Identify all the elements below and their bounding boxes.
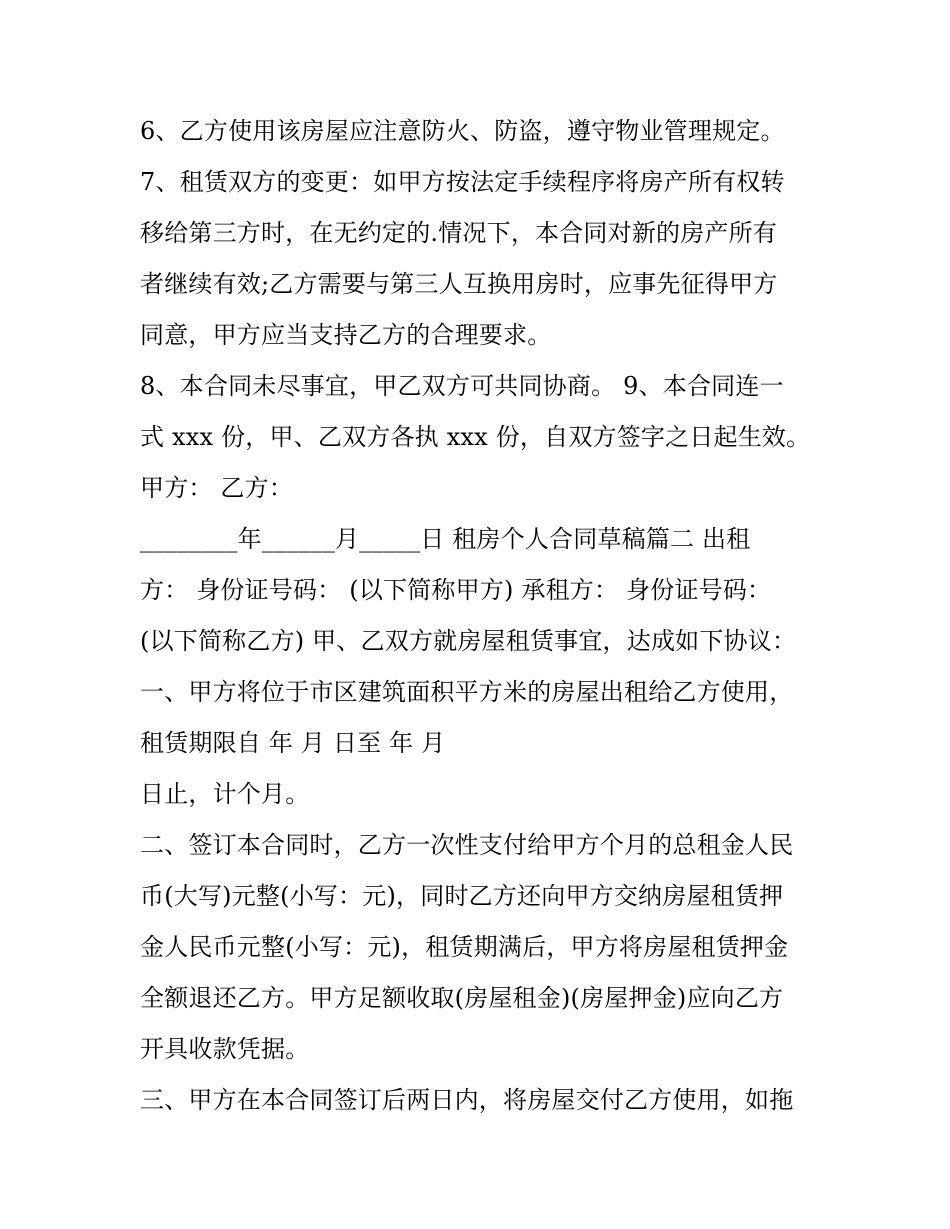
text-line: 币(大写)元整(小写：元)，同时乙方还向甲方交纳房屋租赁押: [140, 882, 784, 910]
text-line: 租赁期限自 年 月 日至 年 月: [140, 729, 446, 757]
text-line: 开具收款凭据。: [140, 1035, 310, 1063]
text-line: 三、甲方在本合同签订后两日内，将房屋交付乙方使用，如拖: [140, 1086, 794, 1114]
signature-line: 甲方： 乙方：: [140, 474, 294, 502]
text-line: 金人民币元整(小写：元)，租赁期满后，甲方将房屋租赁押金: [140, 933, 789, 961]
text-line: 二、签订本合同时，乙方一次性支付给甲方个月的总租金人民: [140, 831, 794, 859]
text-line: 式 xxx 份，甲、乙双方各执 xxx 份，自双方签字之日起生效。: [140, 423, 811, 451]
text-line: 方： 身份证号码： (以下简称甲方) 承租方： 身份证号码：: [140, 576, 772, 604]
text-line: 7、租赁双方的变更：如甲方按法定手续程序将房产所有权转: [140, 168, 785, 196]
text-line: 者继续有效;乙方需要与第三人互换用房时，应事先征得甲方: [140, 270, 778, 298]
text-line: 同意，甲方应当支持乙方的合理要求。: [140, 321, 552, 349]
date-line: ________年______月_____日 租房个人合同草稿篇二 出租: [140, 525, 751, 553]
text-line: 移给第三方时，在无约定的.情况下，本合同对新的房产所有: [140, 219, 778, 247]
text-line: 日止，计个月。: [140, 780, 310, 808]
text-line: 全额退还乙方。甲方足额收取(房屋租金)(房屋押金)应向乙方: [140, 984, 784, 1012]
text-line: 6、乙方使用该房屋应注意防火、防盗，遵守物业管理规定。: [140, 117, 785, 145]
document-body: [140, 106, 820, 1126]
text-line: 一、甲方将位于市区建筑面积平方米的房屋出租给乙方使用，: [140, 678, 794, 706]
text-line: 8、本合同未尽事宜，甲乙双方可共同协商。 9、本合同连一: [140, 372, 784, 400]
text-line: (以下简称乙方) 甲、乙双方就房屋租赁事宜，达成如下协议：: [140, 627, 797, 655]
